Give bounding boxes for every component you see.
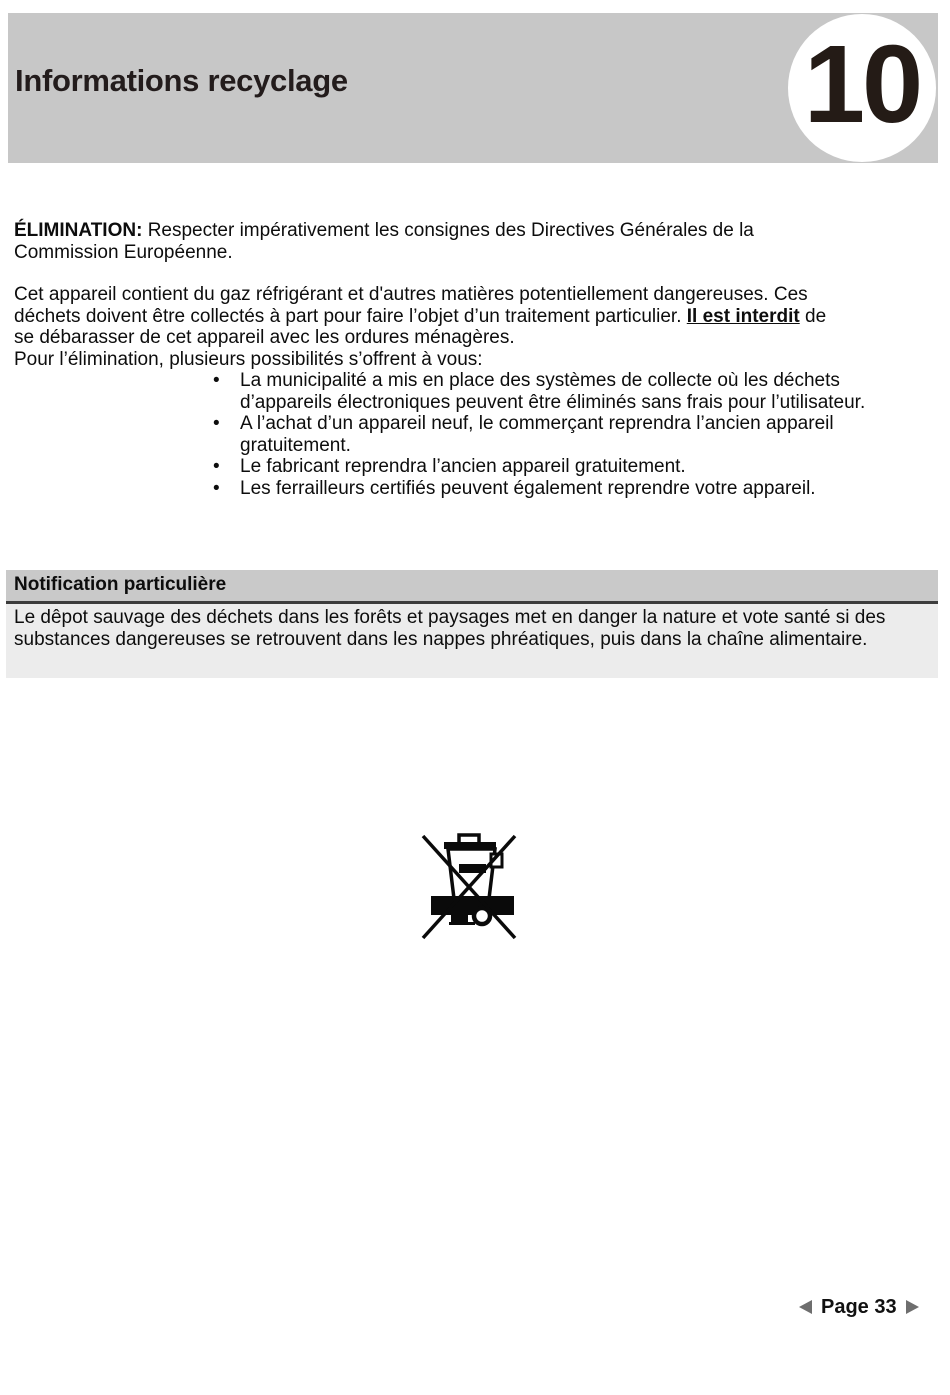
text-segment: déchets doivent être collectés à part pour faire l’objet d’un traitement particulier. bbox=[14, 305, 687, 327]
bullet-icon: • bbox=[213, 456, 220, 477]
header-bar bbox=[8, 13, 938, 163]
chapter-number: 10 bbox=[803, 23, 921, 146]
text-line: Commission Européenne. bbox=[14, 241, 233, 263]
paragraph-elimination bbox=[14, 220, 926, 263]
bullet-text: A l’achat d’un appareil neuf, le commerçant reprendra l’ancien appareil gratuitement. bbox=[240, 413, 834, 456]
bullet-icon: • bbox=[213, 370, 220, 391]
notification-title: Notification particulière bbox=[6, 570, 938, 601]
bullet-item bbox=[206, 478, 900, 500]
interdit-emphasis: Il est interdit bbox=[686, 305, 800, 327]
bullet-item bbox=[206, 370, 900, 413]
bullet-icon: • bbox=[213, 477, 220, 499]
text-segment: de bbox=[799, 305, 827, 327]
chapter-number-badge bbox=[788, 14, 936, 162]
text-line: Cet appareil contient du gaz réfrigérant et d'autres matières potentiellement dangereuses. Ces bbox=[14, 284, 808, 305]
prev-page-icon bbox=[799, 1300, 812, 1314]
paragraph-disposal bbox=[14, 284, 926, 499]
bullet-item bbox=[206, 413, 900, 456]
bullet-text: Les ferrailleurs certifiés peuvent également reprendre votre appareil. bbox=[240, 477, 816, 499]
page-number-label: Page 33 bbox=[821, 1295, 897, 1318]
text-line bbox=[14, 306, 926, 328]
page-nav bbox=[799, 1293, 919, 1321]
notification-body-text: Le dêpot sauvage des déchets dans les forêts et paysages met en danger la nature et vote santé si des substances dangereuses se retrouvent dans les nappes phréatiques, puis dans la chaîne alimentaire. bbox=[6, 604, 938, 678]
bullet-item bbox=[206, 456, 900, 478]
crossed-out-wheeled-bin-icon bbox=[420, 827, 518, 941]
text-line: Pour l’élimination, plusieurs possibilités s’offrent à vous: bbox=[14, 348, 483, 370]
text-line bbox=[14, 220, 926, 242]
page-title: Informations recyclage bbox=[15, 63, 348, 98]
notification-section bbox=[6, 570, 938, 678]
text-segment: Respecter impérativement les consignes des Directives Générales de la bbox=[142, 220, 754, 241]
bullet-list bbox=[206, 370, 926, 499]
bullet-icon: • bbox=[213, 413, 220, 434]
bullet-text: Le fabricant reprendra l’ancien appareil gratuitement. bbox=[240, 456, 686, 477]
next-page-icon bbox=[906, 1300, 919, 1314]
text-line: se débarasser de cet appareil avec les ordures ménagères. bbox=[14, 327, 515, 348]
bullet-text: La municipalité a mis en place des systèmes de collecte où les déchets d’appareils électroniques peuvent être éliminés sans frais pour l’utilisateur. bbox=[240, 370, 866, 413]
elimination-label: ÉLIMINATION: bbox=[14, 220, 143, 241]
weee-symbol-svg bbox=[420, 827, 518, 941]
